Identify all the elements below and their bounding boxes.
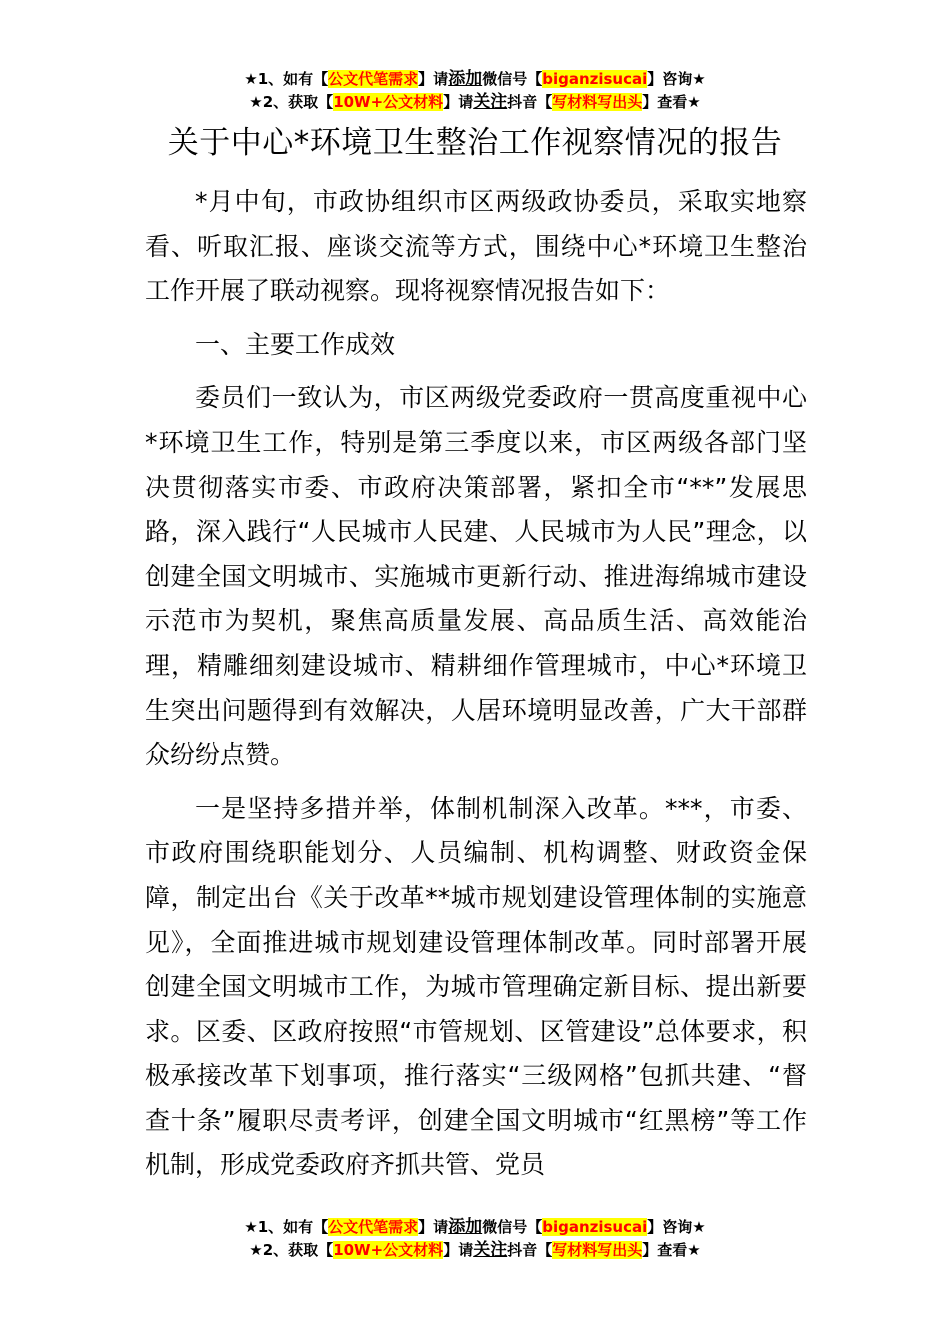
star-icon: ★ bbox=[692, 1218, 706, 1236]
paragraph-intro: *月中旬，市政协组织市区两级政协委员，采取实地察看、听取汇报、座谈交流等方式，围绕中心*环境卫生整治工作开展了联动视察。现将视察情况报告如下： bbox=[145, 187, 807, 306]
promo-line-1: ★1、如有【公文代笔需求】请添加微信号【biganzisucai】咨询★ bbox=[244, 69, 706, 89]
paragraph-reform: 一是坚持多措并举，体制机制深入改革。***，市委、市政府围绕职能划分、人员编制、机构调整、财政资金保障，制定出台《关于改革**城市规划建设管理体制的实施意见》，全面推进城市规划建设管理体制改革。同时部署开展创建全国文明城市工作，为城市管理确定新目标、提出新要求。区委、区政府按照“市管规划、区管建设”总体要求，积极承接改革下划事项，推行落实“三级网格”包抓共建、“督查十条”履职尽责考评，创建全国文明城市“红黑榜”等工作机制，形成党委政府齐抓共管、党员 bbox=[145, 793, 807, 1180]
promo-banner-bottom bbox=[0, 1216, 950, 1262]
promo-line-1: ★1、如有【公文代笔需求】请添加微信号【biganzisucai】咨询★ bbox=[244, 1217, 706, 1237]
star-icon: ★ bbox=[249, 1241, 263, 1259]
promo-banner-top bbox=[0, 68, 950, 114]
promo-line-2: ★2、获取【10W+公文材料】请关注抖音【写材料写出头】查看★ bbox=[249, 1240, 701, 1260]
document-body bbox=[145, 180, 807, 1188]
star-icon: ★ bbox=[692, 70, 706, 88]
star-icon: ★ bbox=[687, 1241, 701, 1259]
star-icon: ★ bbox=[249, 93, 263, 111]
highlight-service: 公文代笔需求 bbox=[328, 70, 419, 88]
highlight-douyin-account: 写材料写出头 bbox=[552, 1241, 643, 1259]
highlight-materials: 10W+公文材料 bbox=[333, 93, 444, 111]
document-title: 关于中心*环境卫生整治工作视察情况的报告 bbox=[167, 125, 783, 161]
star-icon: ★ bbox=[244, 70, 258, 88]
star-icon: ★ bbox=[244, 1218, 258, 1236]
highlight-douyin-account: 写材料写出头 bbox=[552, 93, 643, 111]
paragraph-achievements: 委员们一致认为，市区两级党委政府一贯高度重视中心*环境卫生工作，特别是第三季度以来，市区两级各部门坚决贯彻落实市委、市政府决策部署，紧扣全市“**”发展思路，深入践行“人民城市人民建、人民城市为人民”理念，以创建全国文明城市、实施城市更新行动、推进海绵城市建设示范市为契机，聚焦高质量发展、高品质生活、高效能治理，精雕细刻建设城市、精耕细作管理城市，中心*环境卫生突出问题得到有效解决，人居环境明显改善，广大干部群众纷纷点赞。 bbox=[145, 383, 807, 770]
section-heading: 一、主要工作成效 bbox=[195, 329, 396, 359]
promo-line-2: ★2、获取【10W+公文材料】请关注抖音【写材料写出头】查看★ bbox=[249, 92, 701, 112]
star-icon: ★ bbox=[687, 93, 701, 111]
highlight-materials: 10W+公文材料 bbox=[333, 1241, 444, 1259]
highlight-wechat-id: biganzisucai bbox=[542, 70, 648, 88]
highlight-wechat-id: biganzisucai bbox=[542, 1218, 648, 1236]
highlight-service: 公文代笔需求 bbox=[328, 1218, 419, 1236]
